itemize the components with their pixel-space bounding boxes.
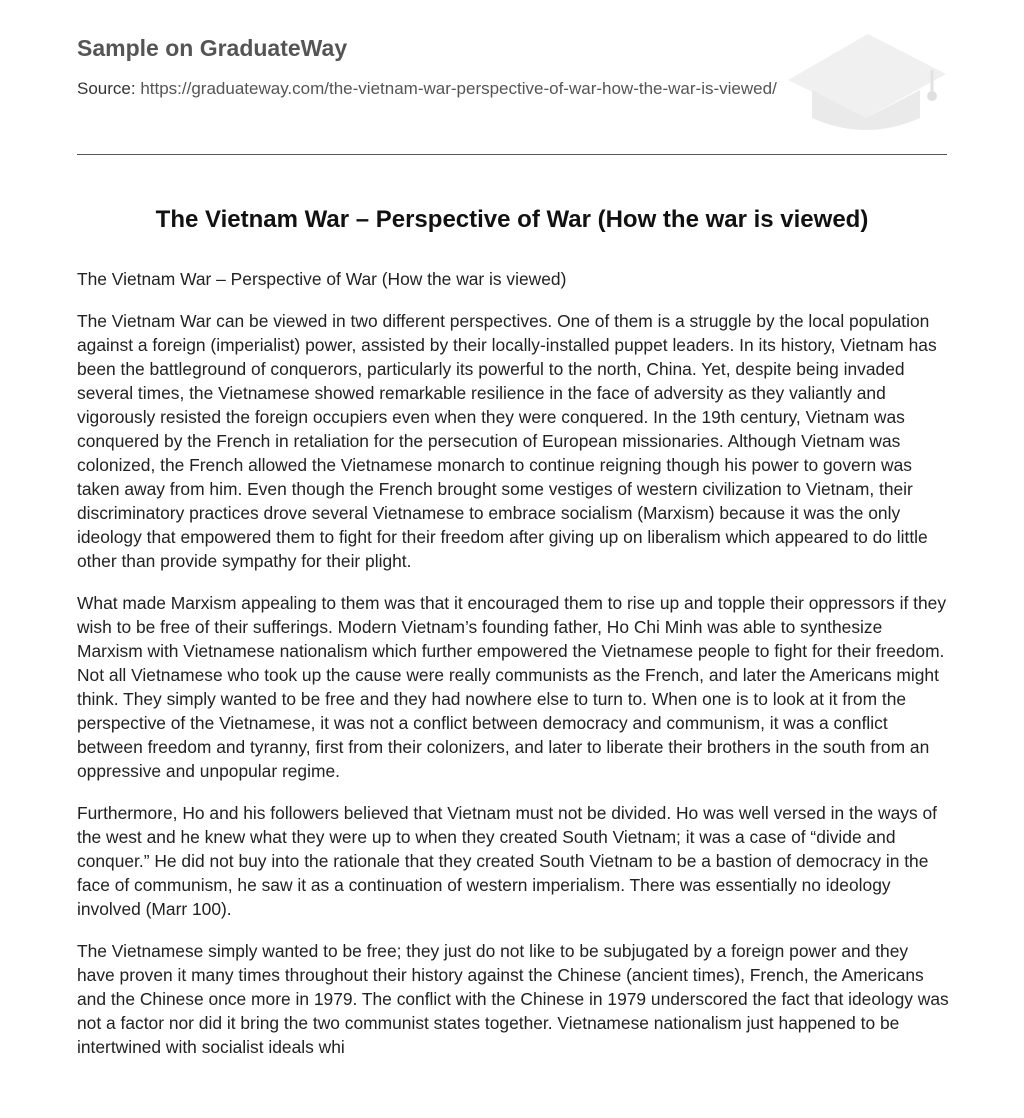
site-title: Sample on GraduateWay <box>77 35 348 61</box>
paragraph: The Vietnam War – Perspective of War (How the war is viewed) <box>77 269 567 289</box>
source-line <box>77 78 777 99</box>
paragraph: Furthermore, Ho and his followers believed that Vietnam must not be divided. Ho was well versed in the ways of the west and he knew what they were up to when they created South Vietnam; it was a case of “divide and conquer.” He did not buy into the rationale that they created South Vietnam to be a bastion of democracy in the face of communism, he saw it as a continuation of western imperialism. There was essentially no ideology involved (Marr 100). <box>77 803 937 919</box>
source-link[interactable]: https://graduateway.com/the-vietnam-war-perspective-of-war-how-the-war-is-viewed/ <box>140 79 777 98</box>
document-body <box>77 267 949 1077</box>
graduation-cap-icon <box>782 30 948 134</box>
header-divider <box>77 154 947 155</box>
paragraph: The Vietnam War can be viewed in two different perspectives. One of them is a struggle by the local population against a foreign (imperialist) power, assisted by their locally-installed puppet leaders. In its history, Vietnam has been the battleground of conquerors, particularly its powerful to the north, China. Yet, despite being invaded several times, the Vietnamese showed remarkable resilience in the face of adversity as they valiantly and vigorously resisted the foreign occupiers even when they were conquered. In the 19th century, Vietnam was conquered by the French in retaliation for the persecution of European missionaries. Although Vietnam was colonized, the French allowed the Vietnamese monarch to continue reigning though his power to govern was taken away from him. Even though the French brought some vestiges of western civilization to Vietnam, their discriminatory practices drove several Vietnamese to embrace socialism (Marxism) because it was the only ideology that empowered them to fight for their freedom after giving up on liberalism which appeared to do little other than provide sympathy for their plight. <box>77 311 937 571</box>
paragraph: What made Marxism appealing to them was that it encouraged them to rise up and topple their oppressors if they wish to be free of their sufferings. Modern Vietnam’s founding father, Ho Chi Minh was able to synthesize Marxism with Vietnamese nationalism which further empowered the Vietnamese people to fight for their freedom. Not all Vietnamese who took up the cause were really communists as the French, and later the Americans might think. They simply wanted to be free and they had nowhere else to turn to. When one is to look at it from the perspective of the Vietnamese, it was not a conflict between democracy and communism, it was a conflict between freedom and tyranny, first from their colonizers, and later to liberate their brothers in the south from an oppressive and unpopular regime. <box>77 593 947 781</box>
source-label: Source: <box>77 79 136 98</box>
paragraph: The Vietnamese simply wanted to be free; they just do not like to be subjugated by a foreign power and they have proven it many times throughout their history against the Chinese (ancient times), French, the Americans and the Chinese once more in 1979. The conflict with the Chinese in 1979 underscored the fact that ideology was not a factor nor did it bring the two communist states together. Vietnamese nationalism just happened to be intertwined with socialist ideals whi <box>77 941 949 1057</box>
document-title: The Vietnam War – Perspective of War (How the war is viewed) <box>155 206 869 233</box>
